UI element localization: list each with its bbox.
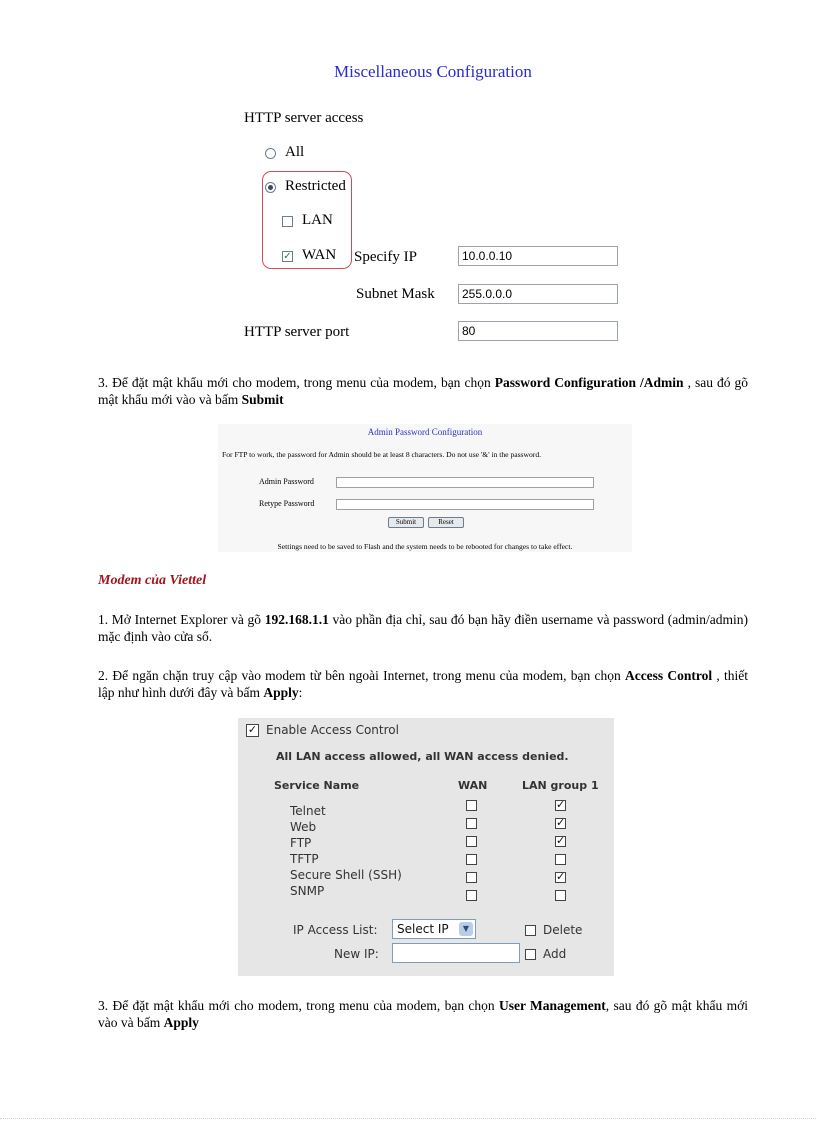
radio-all[interactable] <box>265 148 276 159</box>
admin-password-footer: Settings need to be saved to Flash and the system needs to be rebooted for changes to take effect. <box>277 542 573 551</box>
col-service-name: Service Name <box>274 779 360 792</box>
submit-button[interactable]: Submit <box>388 517 424 528</box>
ftp-lan-checkbox[interactable]: ✓ <box>556 834 566 847</box>
step3-text-2: , sau đó gõ mật khẩu mới vào và bấm <box>98 375 749 407</box>
http-access-label: HTTP server access <box>244 110 364 126</box>
viettel-step1-paragraph <box>98 611 748 645</box>
wan-label: WAN <box>302 247 337 263</box>
admin-password-note: For FTP to work, the password for Admin should be at least 8 characters. Do not use '&' in the password. <box>222 450 542 459</box>
access-control-figure <box>238 718 614 976</box>
viettel-step3-paragraph <box>98 997 748 1031</box>
viettel-step2-bold-apply: Apply <box>263 685 299 700</box>
enable-access-control-checkbox[interactable]: ✓ <box>247 723 258 736</box>
subnet-mask-input[interactable]: 255.0.0.0 <box>458 284 618 304</box>
step3-bold-submit: Submit <box>241 392 284 407</box>
viettel-step2-bold-menu: Access Control <box>624 668 713 683</box>
snmp-wan-checkbox[interactable] <box>466 890 477 901</box>
service-name: Secure Shell (SSH) <box>290 868 402 882</box>
add-label: Add <box>543 947 567 961</box>
viettel-step1-text-2: vào phần địa chỉ, sau đó bạn hãy điền username và password (admin/admin) mặc định vào cửa sổ. <box>98 612 748 644</box>
service-name: TFTP <box>290 852 319 866</box>
ssh-wan-checkbox[interactable] <box>466 872 477 883</box>
col-wan: WAN <box>458 779 488 792</box>
ip-access-select-value: Select IP <box>397 922 449 936</box>
service-name: SNMP <box>290 884 325 898</box>
delete-label: Delete <box>543 923 583 937</box>
specify-ip-input[interactable]: 10.0.0.10 <box>458 246 618 266</box>
subnet-mask-label: Subnet Mask <box>356 286 435 302</box>
admin-password-figure <box>218 424 632 552</box>
viettel-step2-text-1: 2. Để ngăn chặn truy cập vào modem từ bên ngoài Internet, trong menu của modem, bạn chọn <box>98 668 625 683</box>
wan-checkbox[interactable]: ✓ <box>283 251 292 262</box>
add-checkbox[interactable] <box>525 949 536 960</box>
chevron-down-icon[interactable]: ▼ <box>459 922 473 936</box>
viettel-step2-paragraph <box>98 667 748 701</box>
viettel-step1-text-1: 1. Mở Internet Explorer và gõ <box>98 612 265 627</box>
radio-restricted[interactable] <box>265 182 276 193</box>
service-name: FTP <box>290 836 312 850</box>
enable-access-control-label: Enable Access Control <box>266 723 399 737</box>
reset-button[interactable]: Reset <box>428 517 464 528</box>
admin-password-title: Admin Password Configuration <box>367 427 483 437</box>
service-name: Telnet <box>290 804 326 818</box>
ip-access-list-label: IP Access List: <box>293 923 378 937</box>
viettel-step1-ip: 192.168.1.1 <box>264 612 329 627</box>
step3-text-1: 3. Để đặt mật khẩu mới cho modem, trong menu của modem, bạn chọn <box>98 375 495 390</box>
radio-all-label: All <box>285 144 305 160</box>
admin-password-input[interactable] <box>336 477 594 488</box>
viettel-step3-bold-menu: User Management <box>498 998 606 1013</box>
new-ip-label: New IP: <box>334 947 379 961</box>
step3-password-paragraph <box>98 374 748 408</box>
admin-password-label: Admin Password <box>259 477 314 486</box>
viettel-step3-bold-apply: Apply <box>163 1015 199 1030</box>
telnet-lan-checkbox[interactable]: ✓ <box>556 798 566 811</box>
web-wan-checkbox[interactable] <box>466 818 477 829</box>
viettel-heading: Modem của Viettel <box>98 573 207 588</box>
http-port-input[interactable]: 80 <box>458 321 618 341</box>
lan-checkbox[interactable] <box>282 216 293 227</box>
ssh-lan-checkbox[interactable]: ✓ <box>556 870 566 883</box>
service-name: Web <box>290 820 317 834</box>
access-status-text: All LAN access allowed, all WAN access denied. <box>276 750 569 763</box>
viettel-step3-text-1: 3. Để đặt mật khẩu mới cho modem, trong menu của modem, bạn chọn <box>98 998 499 1013</box>
http-port-label: HTTP server port <box>244 324 350 340</box>
snmp-lan-checkbox[interactable] <box>555 890 566 901</box>
misc-config-figure <box>0 0 816 360</box>
step3-bold-menu: Password Configuration /Admin <box>494 375 684 390</box>
viettel-step2-text-2: , thiết lập như hình dưới đây và bấm <box>98 668 749 700</box>
page-bottom-divider <box>0 1118 816 1119</box>
ftp-wan-checkbox[interactable] <box>466 836 477 847</box>
delete-checkbox[interactable] <box>525 925 536 936</box>
retype-password-input[interactable] <box>336 499 594 510</box>
viettel-step2-text-3: : <box>298 685 303 700</box>
viettel-step3-text-2: , sau đó gõ mật khẩu mới vào và bấm <box>98 998 748 1030</box>
lan-label: LAN <box>302 212 333 228</box>
radio-restricted-label: Restricted <box>285 178 346 194</box>
telnet-wan-checkbox[interactable] <box>466 800 477 811</box>
misc-config-title: Miscellaneous Configuration <box>334 62 532 81</box>
col-lan-group: LAN group 1 <box>522 779 599 792</box>
ip-access-select[interactable] <box>392 919 476 939</box>
tftp-lan-checkbox[interactable] <box>555 854 566 865</box>
retype-password-label: Retype Password <box>259 499 315 508</box>
tftp-wan-checkbox[interactable] <box>466 854 477 865</box>
specify-ip-label: Specify IP <box>354 249 417 265</box>
web-lan-checkbox[interactable]: ✓ <box>556 816 566 829</box>
new-ip-input[interactable] <box>392 943 520 963</box>
